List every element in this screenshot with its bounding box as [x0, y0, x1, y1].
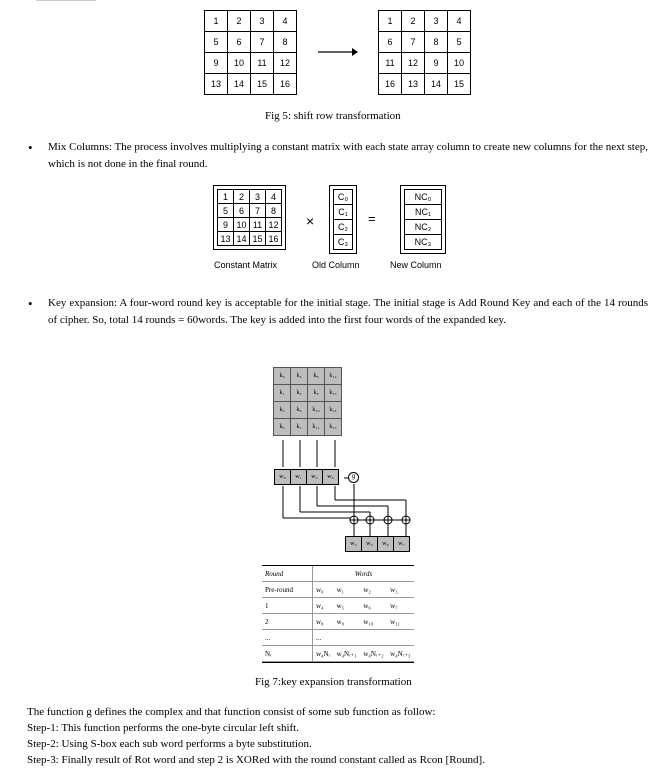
fig5-left-cell: 1: [205, 11, 228, 32]
constant-matrix-cell: 15: [250, 232, 266, 246]
fig5-left-row: [205, 11, 297, 32]
key-cell: k₇: [291, 419, 308, 436]
constant-matrix-row: [218, 190, 282, 204]
fig5-right-cell: 1: [379, 11, 402, 32]
key-cell: k₂: [274, 402, 291, 419]
old-column-cell: C₀: [334, 190, 353, 205]
round-table-wrap: [262, 565, 414, 663]
word-cell: w₀: [275, 470, 291, 485]
fig5-left-cell: 3: [251, 11, 274, 32]
constant-matrix-cell: 12: [266, 218, 282, 232]
label-constant-matrix: Constant Matrix: [214, 260, 278, 270]
g-label: g: [351, 474, 356, 480]
fig5-right-cell: 3: [425, 11, 448, 32]
words-second-row: [345, 536, 410, 552]
round-table-row: [262, 630, 414, 646]
old-column-cell: C₃: [334, 235, 353, 250]
old-column-cell: C₁: [334, 205, 353, 220]
constant-matrix-frame: [213, 185, 286, 250]
key-cell: k₉: [308, 385, 325, 402]
constant-matrix-cell: 3: [250, 190, 266, 204]
key-cell: k₁: [274, 385, 291, 402]
fig5-left-cell: 8: [274, 32, 297, 53]
round-table-header: [262, 566, 414, 582]
function-g-step3: Step-3: Finally result of Rot word and step 2 is XORed with the round constant called as Rcon [Round].: [27, 754, 485, 766]
key-row: [274, 368, 342, 385]
round-cell: ...: [262, 630, 313, 646]
constant-matrix-cell: 6: [234, 204, 250, 218]
fig5-left-grid: [204, 10, 297, 95]
new-column-frame: [400, 185, 446, 254]
new-column-cell: NC₀: [405, 190, 442, 205]
fig5-left-cell: 15: [251, 74, 274, 95]
constant-matrix-cell: 11: [250, 218, 266, 232]
mix-columns-text: Mix Columns: The process involves multiplying a constant matrix with each state array column to create new columns for the next step, which is not done in the final round.: [48, 141, 648, 170]
key-row: [274, 402, 342, 419]
fig5-left-row: [205, 74, 297, 95]
fig5-right-cell: 2: [402, 11, 425, 32]
fig5-right-cell: 9: [425, 53, 448, 74]
word-cell: w₁: [291, 470, 307, 485]
key-expansion-text: Key expansion: A four-word round key is acceptable for the initial stage. The initial stage is Add Round Key and each of the 14 rounds of cipher. So, total 14 rounds = 60words. The key is added into the first four words of the expanded key.: [48, 297, 648, 326]
new-column-cell: NC₃: [405, 235, 442, 250]
fig5-right-cell: 10: [448, 53, 471, 74]
arrow-right-icon: [318, 44, 358, 62]
word-cell: w₄Nᵣ₊₁: [334, 646, 361, 662]
old-column-cell: C₂: [334, 220, 353, 235]
constant-matrix-cell: 7: [250, 204, 266, 218]
fig7-caption: Fig 7:key expansion transformation: [255, 676, 412, 688]
key-cell: k₁₅: [325, 419, 342, 436]
constant-matrix-cell: 10: [234, 218, 250, 232]
times-symbol: ×: [306, 213, 315, 229]
fig5-right-cell: 5: [448, 32, 471, 53]
key-matrix-wrap: [273, 367, 342, 436]
fig5-right-grid: [378, 10, 471, 95]
key-cell: k₁₄: [325, 402, 342, 419]
round-header: Round: [262, 566, 313, 582]
constant-matrix-cell: 8: [266, 204, 282, 218]
key-cell: k₁₂: [325, 368, 342, 385]
fig5-left-cell: 13: [205, 74, 228, 95]
fig5-right-cell: 4: [448, 11, 471, 32]
fig5-left-cell: 2: [228, 11, 251, 32]
key-cell: k₅: [291, 385, 308, 402]
constant-matrix-cell: 2: [234, 190, 250, 204]
equals-symbol: =: [368, 211, 376, 226]
new-column-cell: NC₁: [405, 205, 442, 220]
word-cell: [387, 630, 414, 646]
round-table-row: [262, 646, 414, 662]
fig5-left-cell: 9: [205, 53, 228, 74]
constant-matrix-cell: 5: [218, 204, 234, 218]
fig5-right-cell: 12: [402, 53, 425, 74]
fig5-left-cell: 10: [228, 53, 251, 74]
word-cell: w₈: [313, 614, 334, 630]
fig5-right-cell: 6: [379, 32, 402, 53]
word-cell: w₇: [387, 598, 414, 614]
new-column: [404, 189, 442, 250]
bullet-icon: •: [28, 296, 33, 311]
words-second-row-wrap: [345, 536, 410, 552]
constant-matrix-cell: 14: [234, 232, 250, 246]
fig5-left-grid-wrap: [204, 10, 297, 95]
word-cell: w₅: [334, 598, 361, 614]
fig5-left-cell: 5: [205, 32, 228, 53]
round-table-row: [262, 598, 414, 614]
g-function-icon: [348, 472, 359, 483]
fig5-left-cell: 7: [251, 32, 274, 53]
key-expansion-lines: [260, 440, 420, 540]
word-cell: w₆: [360, 598, 387, 614]
word-cell: w₄Nᵣ: [313, 646, 334, 662]
fig5-right-row: [379, 32, 471, 53]
fig5-left-cell: 12: [274, 53, 297, 74]
word-cell: w₁: [334, 582, 361, 598]
top-rule: [36, 0, 96, 1]
word-cell: [360, 630, 387, 646]
key-cell: k₁₁: [308, 419, 325, 436]
fig5-left-cell: 14: [228, 74, 251, 95]
word-cell: w₁₁: [387, 614, 414, 630]
word-cell: w₃: [323, 470, 339, 485]
word-cell: w₁₀: [360, 614, 387, 630]
key-cell: k₁₃: [325, 385, 342, 402]
round-cell: Pre-round: [262, 582, 313, 598]
word-cell: w₅: [362, 537, 378, 552]
round-cell: 2: [262, 614, 313, 630]
fig5-right-row: [379, 53, 471, 74]
key-cell: k₀: [274, 368, 291, 385]
bullet-icon: •: [28, 140, 33, 155]
fig5-right-row: [379, 74, 471, 95]
word-cell: w₇: [394, 537, 410, 552]
function-g-step1: Step-1: This function performs the one-byte circular left shift.: [27, 722, 299, 734]
word-cell: w₂: [307, 470, 323, 485]
word-cell: w₀: [313, 582, 334, 598]
constant-matrix-cell: 13: [218, 232, 234, 246]
fig5-right-cell: 11: [379, 53, 402, 74]
word-cell: w₄Nᵣ₊₃: [387, 646, 414, 662]
fig5-left-row: [205, 32, 297, 53]
key-cell: k₃: [274, 419, 291, 436]
constant-matrix-cell: 1: [218, 190, 234, 204]
old-column-frame: [329, 185, 357, 254]
fig5-left-row: [205, 53, 297, 74]
fig5-right-cell: 13: [402, 74, 425, 95]
round-table-row: [262, 614, 414, 630]
new-column-cell: NC₂: [405, 220, 442, 235]
round-cell: Nᵣ: [262, 646, 313, 662]
fig5-caption: Fig 5: shift row transformation: [265, 110, 401, 122]
word-cell: w₉: [334, 614, 361, 630]
word-cell: w₄Nᵣ₊₂: [360, 646, 387, 662]
function-g-step2: Step-2: Using S-box each sub word performs a byte substitution.: [27, 738, 312, 750]
fig5-right-cell: 8: [425, 32, 448, 53]
fig5-left-cell: 4: [274, 11, 297, 32]
key-row: [274, 419, 342, 436]
word-cell: w₃: [387, 582, 414, 598]
fig5-right-cell: 7: [402, 32, 425, 53]
constant-matrix-row: [218, 204, 282, 218]
constant-matrix-cell: 4: [266, 190, 282, 204]
word-cell: [334, 630, 361, 646]
label-new-column: New Column: [390, 260, 442, 270]
fig5-left-cell: 6: [228, 32, 251, 53]
constant-matrix-row: [218, 232, 282, 246]
key-matrix: [273, 367, 342, 436]
key-row: [274, 385, 342, 402]
constant-matrix-row: [218, 218, 282, 232]
fig5-left-cell: 11: [251, 53, 274, 74]
key-cell: k₄: [291, 368, 308, 385]
round-cell: 1: [262, 598, 313, 614]
fig5-right-cell: 16: [379, 74, 402, 95]
word-cell: w₂: [360, 582, 387, 598]
word-cell: ...: [313, 630, 334, 646]
fig5-right-cell: 15: [448, 74, 471, 95]
constant-matrix-cell: 16: [266, 232, 282, 246]
words-first-row-wrap: [274, 469, 339, 485]
constant-matrix: [217, 189, 282, 246]
function-g-intro: The function g defines the complex and that function consist of some sub function as follow:: [27, 706, 436, 718]
fig5-right-row: [379, 11, 471, 32]
words-header: Words: [313, 566, 415, 582]
words-first-row: [274, 469, 339, 485]
round-table: [262, 566, 414, 662]
word-cell: w₄: [313, 598, 334, 614]
word-cell: w₆: [378, 537, 394, 552]
old-column: [333, 189, 353, 250]
constant-matrix-cell: 9: [218, 218, 234, 232]
key-cell: k₈: [308, 368, 325, 385]
key-cell: k₁₀: [308, 402, 325, 419]
fig5-left-cell: 16: [274, 74, 297, 95]
word-cell: w₄: [346, 537, 362, 552]
round-table-row: [262, 582, 414, 598]
fig5-right-cell: 14: [425, 74, 448, 95]
fig5-right-grid-wrap: [378, 10, 471, 95]
key-cell: k₆: [291, 402, 308, 419]
label-old-column: Old Column: [312, 260, 360, 270]
